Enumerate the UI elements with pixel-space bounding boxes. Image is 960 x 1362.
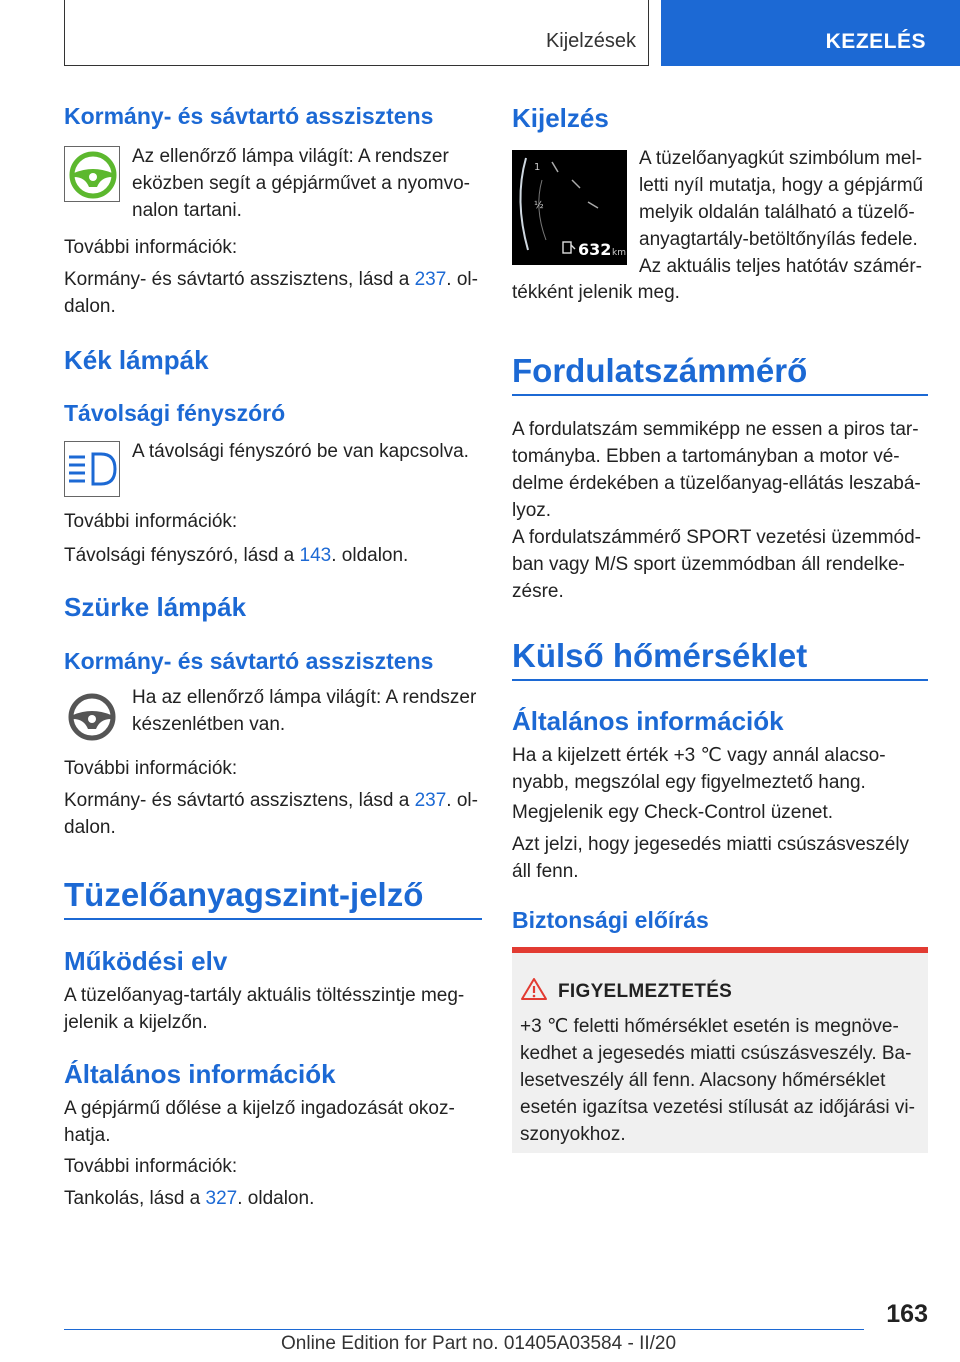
dash-range-value: 632: [578, 240, 612, 259]
heading-high-beam: Távolsági fényszóró: [64, 400, 286, 426]
header-section-box: [64, 0, 649, 66]
steering-wheel-grey-icon: [64, 689, 120, 745]
temperature-text-b: Megjelenik egy Check-Control üzenet.: [512, 802, 834, 823]
lka-grey-reference: Kormány- és sávtartó asszisztens, lásd a 237. ol- dalon.: [64, 790, 478, 838]
lka-grey-description: Ha az ellenőrző lámpa világít: A rendszer készenlétben van.: [132, 687, 477, 735]
lka-description: Az ellenőrző lámpa világít: A rendszer eközben segít a gépjárművet a nyomvo- nalon tartani.: [132, 146, 470, 221]
header-chapter-box: [661, 0, 960, 66]
warning-box: [512, 947, 928, 1153]
display-text-a: A tüzelőanyagkút szimbólum mel- letti nyíl mutatja, hogy a gépjármű melyik oldalán található a tüzelő- anyagtartály-betöltőnyílás fedele.: [639, 148, 924, 250]
heading-tachometer: Fordulatszámmérő: [512, 352, 808, 389]
lka-grey-page-link[interactable]: 237: [414, 790, 447, 811]
heading-general-info-right: Általános információk: [512, 706, 784, 736]
heading-fuel-gauge: Tüzelőanyagszint-jelző: [64, 876, 424, 913]
high-beam-page-link[interactable]: 143: [299, 545, 332, 566]
dash-label-one: 1: [534, 162, 541, 173]
heading-display: Kijelzés: [512, 103, 609, 133]
fuel-pump-icon: [563, 242, 575, 253]
fuel-display-image: [512, 150, 627, 265]
display-text-b: Az aktuális teljes hatótáv számér-: [639, 256, 923, 277]
high-beam-icon: [64, 441, 120, 497]
tachometer-text: A fordulatszám semmiképp ne essen a piros tar- tományba. Ebben a tartományban a motor vé- delme érdekében a tüzelőanyag-ellátás leszabá- lyoz.: [512, 419, 921, 521]
lka-reference: Kormány- és sávtartó asszisztens, lásd a 237. ol- dalon.: [64, 269, 478, 317]
temperature-text-a: Ha a kijelzett érték +3 ℃ vagy annál alacso- nyabb, megszólal egy figyelmeztető hang.: [512, 745, 886, 793]
refuel-reference: Tankolás, lásd a 327. oldalon.: [64, 1188, 315, 1209]
general-info-text: A gépjármű dőlése a kijelző ingadozását okoz- hatja.: [64, 1098, 455, 1146]
heading-blue-lamps: Kék lámpák: [64, 345, 209, 375]
display-text-c: tékként jelenik meg.: [512, 282, 680, 303]
footer-rule: [64, 1329, 864, 1330]
more-info-label: További információk:: [64, 237, 238, 258]
heading-lka-grey: Kormány- és sávtartó asszisztens: [64, 648, 434, 674]
heading-rule: [512, 679, 928, 681]
heading-principle: Működési elv: [64, 946, 228, 976]
heading-general-info: Általános információk: [64, 1059, 336, 1089]
steering-wheel-green-icon: [64, 146, 120, 202]
high-beam-reference: Távolsági fényszóró, lásd a 143. oldalon.: [64, 545, 409, 566]
more-info-label: További információk:: [64, 1156, 238, 1177]
dash-range-unit: km: [612, 248, 626, 258]
heading-safety: Biztonsági előírás: [512, 907, 709, 933]
high-beam-description: A távolsági fényszóró be van kapcsolva.: [132, 441, 469, 462]
warning-title: FIGYELMEZTETÉS: [558, 981, 733, 1002]
temperature-text-c: Azt jelzi, hogy jegesedés miatti csúszásveszély áll fenn.: [512, 834, 910, 882]
principle-text: A tüzelőanyag-tartály aktuális töltésszintje meg- jelenik a kijelzőn.: [64, 985, 465, 1033]
warning-triangle-icon: [520, 977, 548, 1001]
page-number: 163: [886, 1300, 928, 1328]
footer-edition: Online Edition for Part no. 01405A03584 - II/20: [281, 1333, 677, 1354]
lka-page-link[interactable]: 237: [414, 269, 447, 290]
more-info-label: További információk:: [64, 758, 238, 779]
heading-rule: [64, 918, 482, 920]
heading-lka: Kormány- és sávtartó asszisztens: [64, 103, 434, 129]
warning-text: +3 ℃ feletti hőmérséklet esetén is megnöve- kedhet a jegesedés miatti csúszásveszély. Ba- lesetveszély áll fenn. Alacsony hőmérséklet esetén igazítsa vezetési stílusát az időjárási vi- szonyokhoz.: [520, 1016, 915, 1145]
refuel-page-link[interactable]: 327: [205, 1188, 238, 1209]
heading-rule: [512, 394, 928, 396]
more-info-label: További információk:: [64, 511, 238, 532]
dash-label-half: ½: [534, 200, 544, 211]
header-chapter-title: KEZELÉS: [825, 30, 926, 53]
tachometer-sport-text: A fordulatszámmérő SPORT vezetési üzemmód- ban vagy M/S sport üzemmódban áll rendelke- zésre.: [512, 527, 922, 602]
heading-grey-lamps: Szürke lámpák: [64, 592, 247, 622]
header-section-title: Kijelzések: [545, 30, 636, 52]
heading-outside-temperature: Külső hőmérséklet: [512, 637, 808, 674]
